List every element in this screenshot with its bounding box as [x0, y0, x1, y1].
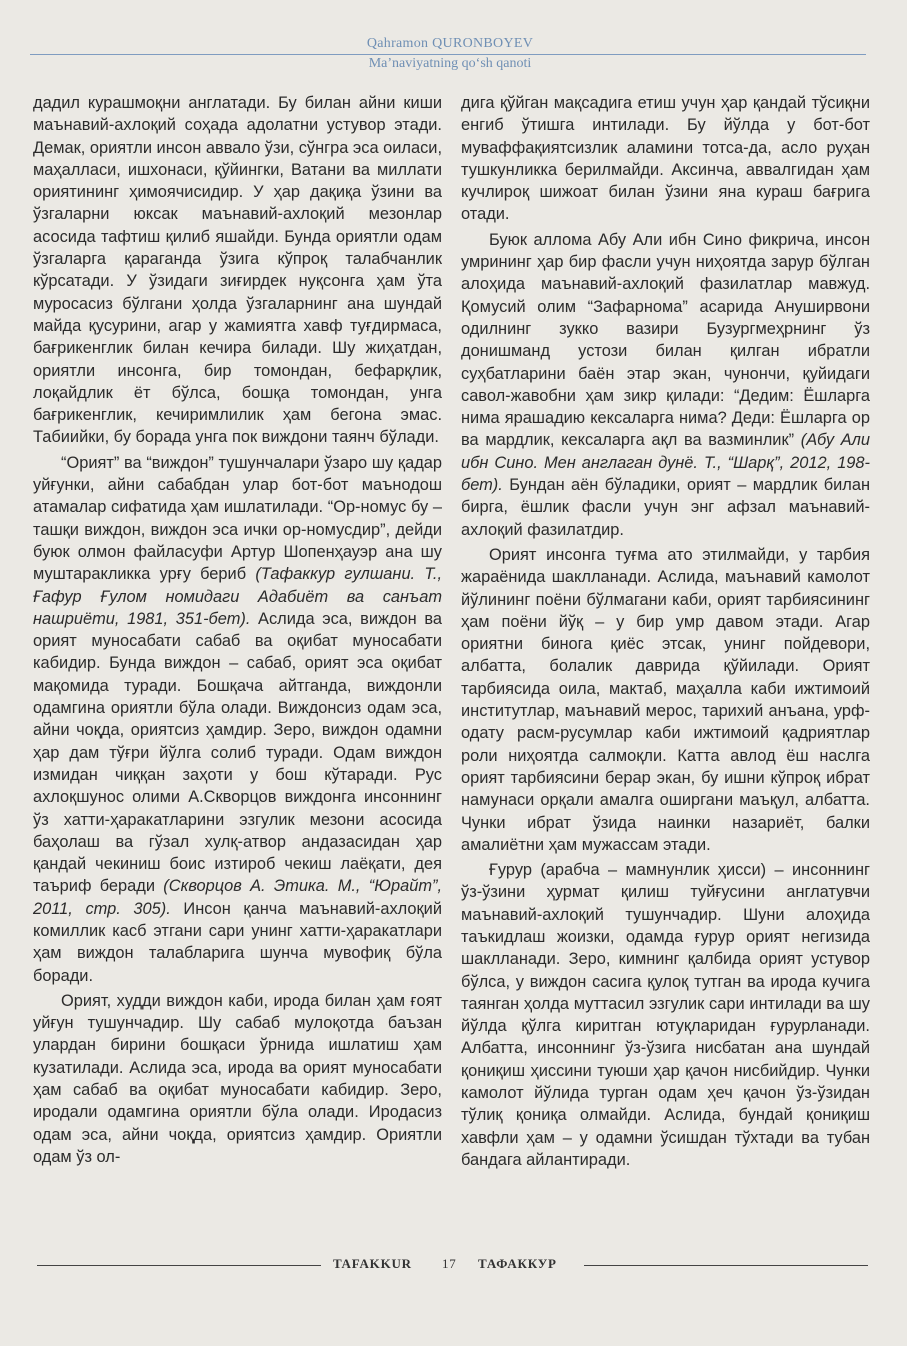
paragraph: Орият инсонга туғма ато этилмайди, у тарбия жараёнида шаклланади. Аслида, маънавий камолот йўлининг поёни бўлмагани каби, орият тарбиясининг ҳам поёни йўқ – у бир умр давом этади. Агар ориятни бинога қиёс этсак, унинг пойдевори, албатта, болалик даврида қўйилади. Орият тарбиясида оила, мактаб, маҳалла каби ижтимоий институтлар, маънавий мерос, тарихий анъана, урф-одату расм-русумлар каби ижтимоий қадриятлар роли ниҳоятда салмоқли. Катта авлод ёш наслга орият тарбиясини берар экан, бу ишни кўпроқ ибрат намунаси орқали амалга оширгани маъқул, албатта. Чунки ибрат ўзида наинки назариёт, балки амалиётни ҳам мужассам этади.: [461, 545, 870, 854]
paragraph: [461, 229, 870, 541]
footer-journal-latin: TAFAKKUR: [333, 1256, 412, 1271]
text-run: Аслида эса, виждон ва орият муносабати сабаб ва оқибат муносабати кабидир. Бунда виждон – сабаб, орият эса оқибат мақомида туради. Бошқача айтганда, виждонли одамгина ориятли бўла олади. Виждонсиз одам эса, айни чоқда, ориятсиз ҳамдир. Зеро, виждон одамни ҳар дам тўғри йўлга солиб туради. Одам виждон измидан чиққан заҳоти у бош кўтаради. Рус ахлоқшунос олими А.Скворцов виждонга инсоннинг ўз хатти-ҳаракатларини эзгулик мезони асосида баҳолаш ва гўзал хулқ-атвор андазасидан ҳар қандай чекиниш боис изтироб чекиш лаёқати, дея таъриф беради: [33, 609, 442, 896]
running-title: Ma’naviyatning qo‘sh qanoti: [368, 56, 532, 71]
header-rule: [30, 54, 866, 55]
page-footer: [0, 1254, 907, 1278]
left-column: [33, 92, 442, 1168]
citation: (Тафаккур гулшани. Т., Ғафур Ғулом номидаги Адабиёт ва санъат нашриёти, 1981, 351-бет).: [33, 565, 442, 628]
paragraph: дадил курашмоқни англатади. Бу билан айни киши маънавий-ахлоқий соҳада адолатни устувор этади. Демак, ориятли инсон аввало ўзи, сўнгра эса оиласи, маҳалласи, ишхонаси, қўйингки, Ватани ва миллати ориятининг ҳимоячисидир. У ҳар дақиқа ўзини ва ўзгаларни юксак маънавий-ахлоқий мезонлар асосида тафтиш қилиб яшайди. Бунда ориятли одам ўзгаларга қараганда ўзига кўпроқ талабчанлик кўрсатади. У ўзидаги зиғирдек нуқсонга ҳам ўта муросасиз бўлгани ҳолда ўзгаларнинг ана шундай майда қусурини, агар у жамиятга хавф туғдирмаса, бағрикенглик билан кечира билади. Шу жиҳатдан, ориятли инсонга, бир томондан, бефарқлик, лоқайдлик ёт бўлса, бошқа томондан, унга бағрикенглик, кечиримлилик ҳам бегона эмас. Табиийки, бу борада унга пок виждони таянч бўлади.: [33, 94, 443, 447]
citation: (Скворцов А. Этика. М., “Юрайт”, 2011, стр. 305).: [33, 877, 442, 918]
paragraph: Ғурур (арабча – мамнунлик ҳисси) – инсоннинг ўз-ўзини ҳурмат қилиш туйғусини англатувчи маънавий-ахлоқий тушунчадир. Шуни алоҳида таъкидлаш жоизки, одамда ғурур орият негизида шаклланади. Зеро, кимнинг қалбида орият устувор бўлса, у виждон сасига қулоқ тутган ва ирода кучига таянган ҳолда муттасил эзгулик сари интилади ва шу йўлда қўлга киритган ютуқларидан ғурурланади. Албатта, инсоннинг ўз-ўзига нисбатан ана шундай қониқиш ҳиссини туюши ҳар қачон нисбийдир. Чунки камолот йўлида турган одам ҳеч қачон ўз-ўзидан тўлиқ қониқа олмайди. Аслида, бундай қониқиш хавфли ҳам – у одамни ўсишдан тўхтади ва тубан бандага айлантиради.: [461, 861, 870, 1169]
text-run: “Орият” ва “виждон” тушунчалари ўзаро шу қадар уйғунки, айни сабабдан улар бот-бот маънодош атамалар сифатида ҳам ишлатилади. “Ор-номус бу – ташқи виждон, виждон эса ички ор-номусдир”, дейди буюк олмон файласуфи Артур Шопенҳауэр ана шу муштаракликка урғу бериб: [33, 453, 442, 584]
text-run: Инсон қанча маънавий-ахлоқий комиллик касб этгани сари унинг хатти-ҳаракатлари ҳам виждон талабларига шунча мувофиқ бўла боради.: [33, 899, 442, 985]
page-number: 17: [442, 1256, 457, 1271]
right-column: [461, 92, 870, 1171]
paragraph: [33, 452, 442, 987]
footer-rule-left: [37, 1265, 321, 1266]
footer-rule-right: [584, 1265, 868, 1266]
footer-journal-cyrillic: ТАФАККУР: [478, 1256, 557, 1271]
running-author: Qahramon QURONBOYEV: [366, 36, 534, 51]
text-run: Буюк аллома Абу Али ибн Сино фикрича, инсон умрининг ҳар бир фасли учун ниҳоятда зарур бўлган алоҳида маънавий-ахлоқий фазилатлар мавжуд. Қомусий олим “Зафарнома” асарида Ануширвони одилнинг зукко вазири Бузургмеҳрнинг ўз донишманд устози билан қилган ибратли суҳбатларини баён этар экан, чунончи, қуйидаги савол-жавобни ҳам зикр қилади: “Дедим: Ёшларга нима ярашадию кексаларга нима? Деди: Ёшларга ор ва мардлик, кексаларга ақл ва вазминлик”: [461, 230, 870, 450]
paragraph: дига қўйган мақсадига етиш учун ҳар қандай тўсиқни енгиб ўтишга интилади. Бу йўлда у бот-бот муваффақиятсизлик аламини тотса-да, асло руҳан тушкунликка берилмайди. Аксинча, аввалгидан ҳам кучлироқ шижоат билан ўзини яна кураш бағрига отади.: [461, 94, 870, 224]
paragraph: Орият, худди виждон каби, ирода билан ҳам ғоят уйғун тушунчадир. Шу сабаб мулоқотда баъзан улардан бирини бошқаси ўрнида ишлатиш ҳам кузатилади. Аслида эса, ирода ва орият муносабати ҳам сабаб ва оқибат муносабати кабидир. Зеро, иродали одамгина ориятли бўла олади. Иродасиз одам эса, айни чоқда, ориятсиз ҳамдир. Ориятли одам ўз ол-: [33, 991, 442, 1166]
text-run: Бундан аён бўладики, орият – мардлик билан бирга, ёшлик фасли учун энг афзал маънавий-ахлоқий фазилатдир.: [461, 476, 870, 539]
citation: (Абу Али ибн Сино. Мен англаган дунё. Т., “Шарқ”, 2012, 198-бет).: [461, 431, 871, 495]
